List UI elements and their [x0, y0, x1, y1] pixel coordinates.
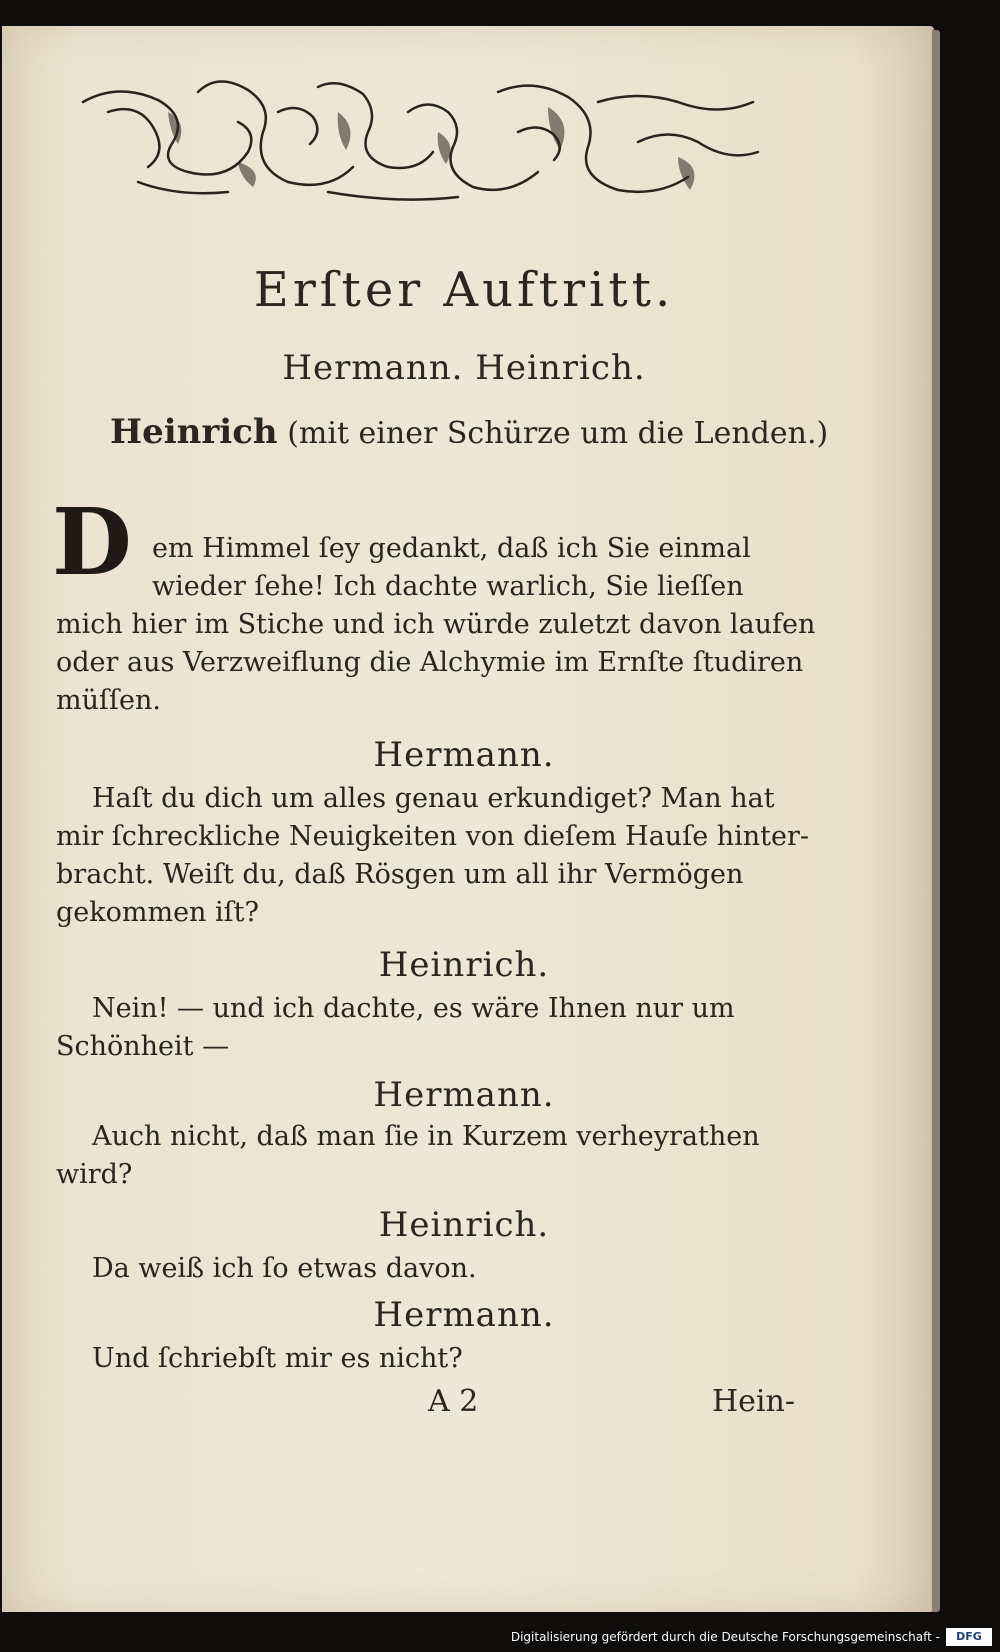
text-line: Nein! — und ich dachte, es wäre Ihnen nur um — [92, 993, 735, 1024]
text-line: bracht. Weiſt du, daß Rösgen um all ihr Vermögen — [56, 859, 744, 890]
text-line: müſſen. — [56, 685, 161, 716]
text-line: Schönheit — — [56, 1031, 230, 1062]
text-line: gekommen iſt? — [56, 897, 259, 928]
digitization-credit: Digitalisierung gefördert durch die Deutsche Forschungsgemeinschaft - — [510, 1630, 940, 1644]
paragraph-6 — [56, 1340, 796, 1378]
speaker-heading: Heinrich. — [378, 945, 550, 985]
speaker-heading: Hermann. — [373, 735, 555, 775]
paragraph-2 — [56, 780, 810, 932]
scene-title: Erſter Auftritt. — [253, 262, 675, 318]
text-line: Da weiß ich ſo etwas davon. — [92, 1253, 477, 1284]
text-line: Haſt du dich um alles genau erkundiget? Man hat — [92, 783, 775, 814]
stage-note: (mit einer Schürze um die Lenden.) — [287, 416, 829, 451]
text-line: em Himmel ſey gedankt, daß ich Sie einmal — [152, 533, 751, 564]
paragraph-3 — [56, 990, 796, 1066]
signature-mark: A 2 — [428, 1384, 479, 1419]
catchword: Hein- — [712, 1384, 795, 1419]
speaker-heading: Heinrich. — [378, 1205, 550, 1245]
text-line: mich hier im Stiche und ich würde zuletzt davon laufen — [56, 609, 816, 640]
text-line: wird? — [56, 1159, 133, 1190]
paragraph-5 — [56, 1250, 796, 1288]
dfg-logo: DFG — [946, 1628, 992, 1646]
text-line: Auch nicht, daß man ſie in Kurzem verheyrathen — [92, 1121, 760, 1152]
speaker-name: Heinrich — [110, 412, 278, 452]
stage-direction — [110, 412, 828, 452]
paragraph-1 — [56, 530, 816, 720]
text-line: wieder ſehe! Ich dachte warlich, Sie lieſſen — [152, 571, 744, 602]
speaker-heading: Hermann. — [373, 1295, 555, 1335]
text-line: oder aus Verzweiflung die Alchymie im Ernſte ſtudiren — [56, 647, 804, 678]
paragraph-4 — [56, 1118, 796, 1194]
character-list: Hermann. Heinrich. — [282, 348, 646, 388]
decorative-headpiece-ornament — [78, 72, 768, 212]
speaker-heading: Hermann. — [373, 1075, 555, 1115]
drop-cap-initial: D — [52, 488, 132, 596]
text-line: mir ſchreckliche Neuigkeiten von dieſem Hauſe hinter- — [56, 821, 810, 852]
page-edge — [932, 30, 940, 1612]
text-line: Und ſchriebſt mir es nicht? — [92, 1343, 463, 1374]
